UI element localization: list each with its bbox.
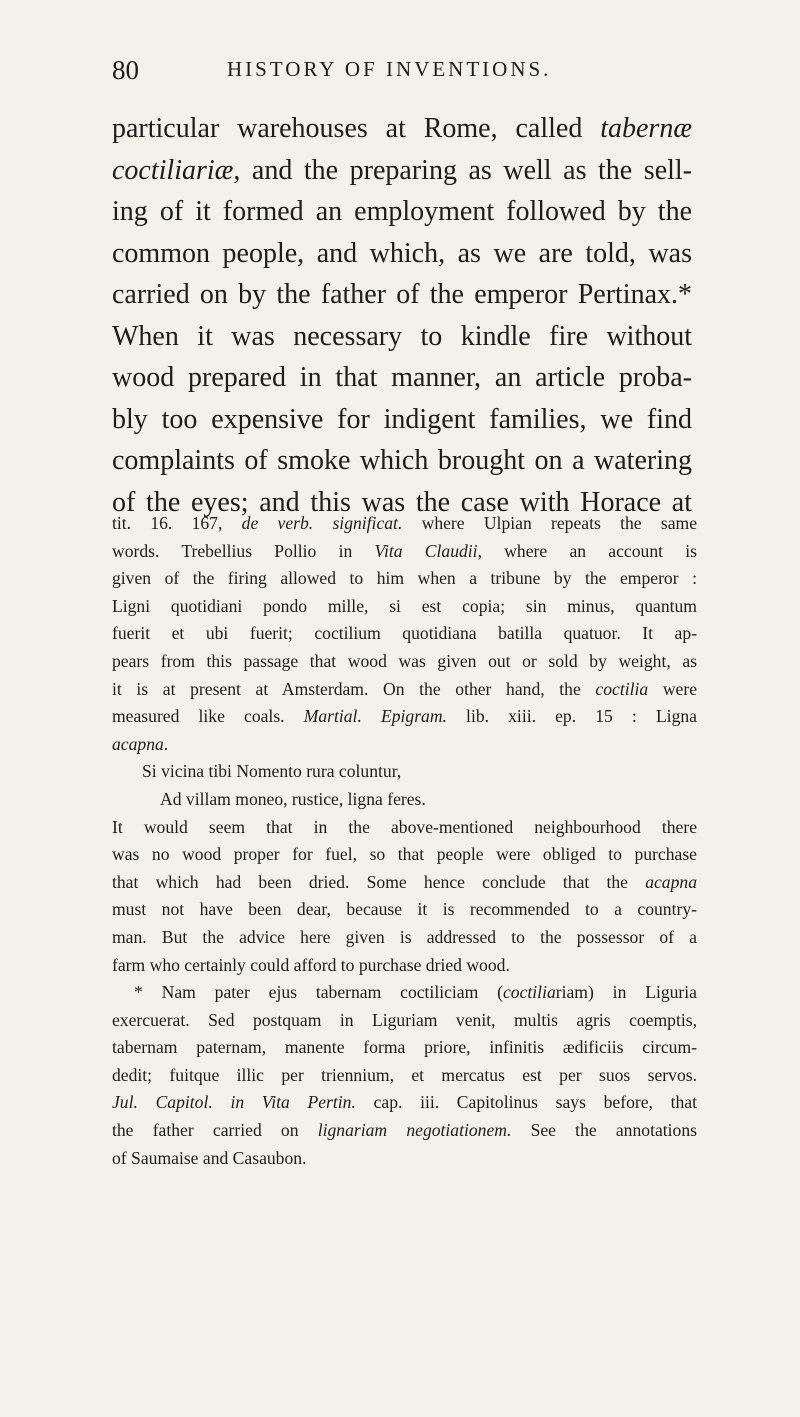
footnote-line: tit. 16. 167, de verb. significat. where Ulpian repeats the same (112, 513, 697, 533)
footnote-star-line: Jul. Capitol. in Vita Pertin. cap. iii. Capitolinus says before, that (112, 1092, 697, 1113)
footnote-star-line: of Saumaise and Casaubon. (112, 1147, 307, 1168)
text-line: common people, and which, as we are told, was (112, 237, 692, 269)
text-line: of the eyes; and this was the case with Horace at (112, 486, 692, 518)
footnote-line: must not have been dear, because it is recommended to a country- (112, 899, 697, 920)
footnote-line: Ligni quotidiani pondo mille, si est copia; sin minus, quantum (112, 595, 697, 616)
page-number: 80 (112, 55, 139, 85)
footnote-line: man. But the advice here given is addressed to the possessor of a (112, 926, 697, 947)
text-line: wood prepared in that manner, an article proba- (112, 362, 692, 393)
footnote-line: farm who certainly could afford to purchase dried wood. (112, 954, 510, 975)
footnote-line: words. Trebellius Pollio in Vita Claudii, where an account is (112, 540, 697, 561)
footnote-line: It would seem that in the above-mentioned neighbourhood there (112, 816, 697, 837)
running-title: HISTORY OF INVENTIONS. (227, 57, 552, 81)
footnote-line: that which had been dried. Some hence conclude that the acapna (112, 871, 697, 892)
text-line: complaints of smoke which brought on a watering (112, 445, 692, 476)
footnote-star-line: tabernam paternam, manente forma priore, infinitis ædificiis circum- (112, 1037, 697, 1058)
text-line: bly too expensive for indigent families, we find (112, 403, 692, 435)
verse-line: Si vicina tibi Nomento rura coluntur, (142, 761, 402, 782)
text-line: When it was necessary to kindle fire without (112, 320, 692, 352)
footnote-line: it is at present at Amsterdam. On the other hand, the coctilia were (112, 678, 698, 699)
footnote-line: given of the firing allowed to him when a tribune by the emperor : (112, 568, 697, 589)
footnotes (112, 510, 697, 1172)
text-line: coctiliariæ, and the preparing as well as the sell- (112, 154, 692, 186)
verse-line: Ad villam moneo, rustice, ligna feres. (160, 788, 426, 809)
footnote-line: fuerit et ubi fuerit; coctilium quotidiana batilla quatuor. It ap- (112, 623, 697, 644)
text-line: ing of it formed an employment followed by the (112, 196, 692, 227)
footnote-line: measured like coals. Martial. Epigram. lib. xiii. ep. 15 : Ligna (112, 706, 697, 727)
footnote-star-line: the father carried on lignariam negotiationem. See the annotations (112, 1120, 697, 1141)
footnote-line: acapna. (112, 733, 169, 754)
page-header (112, 55, 702, 95)
text-line: particular warehouses at Rome, called tabernæ (112, 113, 692, 144)
footnote-line: pears from this passage that wood was given out or sold by weight, as (112, 650, 697, 671)
footnote-star-line: exercuerat. Sed postquam in Liguriam venit, multis agris coemptis, (112, 1009, 697, 1030)
footnote-line: was no wood proper for fuel, so that people were obliged to purchase (112, 844, 697, 865)
footnote-star-line: * Nam pater ejus tabernam coctiliciam (coctiliariam) in Liguria (134, 982, 697, 1003)
main-paragraph (112, 108, 692, 523)
footnote-star-line: dedit; fuitque illic per triennium, et mercatus est per suos servos. (112, 1064, 697, 1085)
text-line: carried on by the father of the emperor Pertinax.* (112, 279, 692, 310)
